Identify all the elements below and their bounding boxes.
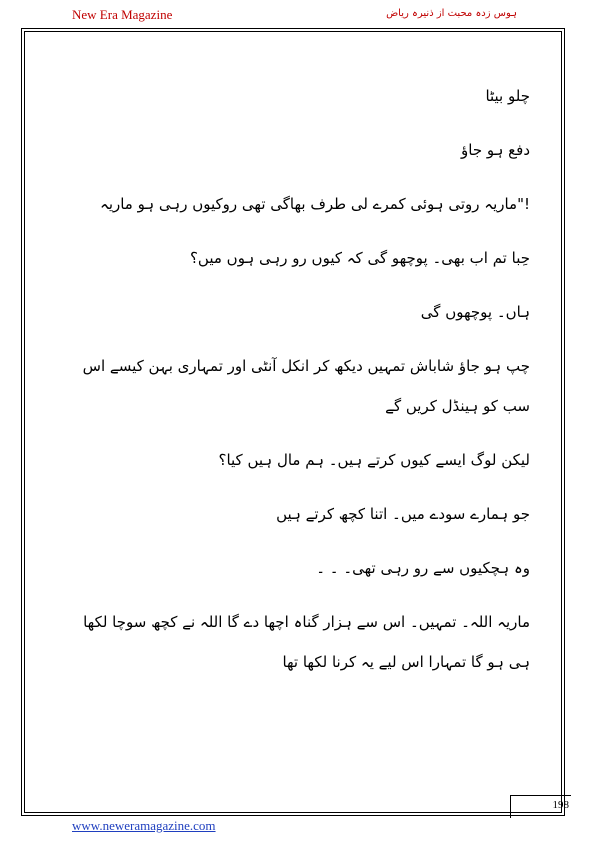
text-line: لیکن لوگ ایسے کیوں کرتے ہیں۔ ہم مال ہیں کیا؟ bbox=[218, 451, 530, 469]
page-content bbox=[70, 80, 530, 678]
text-line: جو ہمارے سودے میں۔ اتنا کچھ کرتے ہیں bbox=[276, 505, 530, 523]
page-number: 198 bbox=[552, 799, 569, 811]
page-number-box bbox=[510, 795, 571, 818]
text-line: چلو بیٹا bbox=[485, 87, 530, 105]
text-line: وہ ہچکیوں سے رو رہی تھی۔ ۔ ۔ bbox=[316, 559, 530, 577]
text-line: حِبا تم اب بھی۔ پوچھو گی کہ کیوں رو رہی ہوں میں؟ bbox=[189, 249, 530, 267]
text-line: دفع ہو جاؤ bbox=[461, 141, 530, 159]
text-line: ماریہ اللہ۔ تمہیں۔ اس سے ہزار گناہ اچھا دے گا اللہ نے کچھ سوچا لکھا bbox=[83, 613, 530, 631]
text-line: چپ ہو جاؤ شاباش تمہیں دیکھ کر انکل آنٹی اور تمہاری بہن کیسے اس bbox=[82, 357, 530, 375]
website-link[interactable]: www.neweramagazine.com bbox=[72, 818, 216, 833]
magazine-name: New Era Magazine bbox=[72, 7, 173, 22]
book-title: ہوس زدہ محبت از ذنیرہ ریاض bbox=[386, 8, 517, 19]
text-line: ہاں۔ پوچھوں گی bbox=[420, 303, 530, 321]
text-line: ہی ہو گا تمہارا اس لیے یہ کرنا لکھا تھا bbox=[282, 653, 530, 671]
text-line: !"ماریہ روتی ہوئی کمرے لی طرف بھاگی تھی روکیوں رہی ہو ماریہ bbox=[100, 195, 530, 213]
text-line: سب کو ہینڈل کریں گے bbox=[385, 397, 530, 415]
